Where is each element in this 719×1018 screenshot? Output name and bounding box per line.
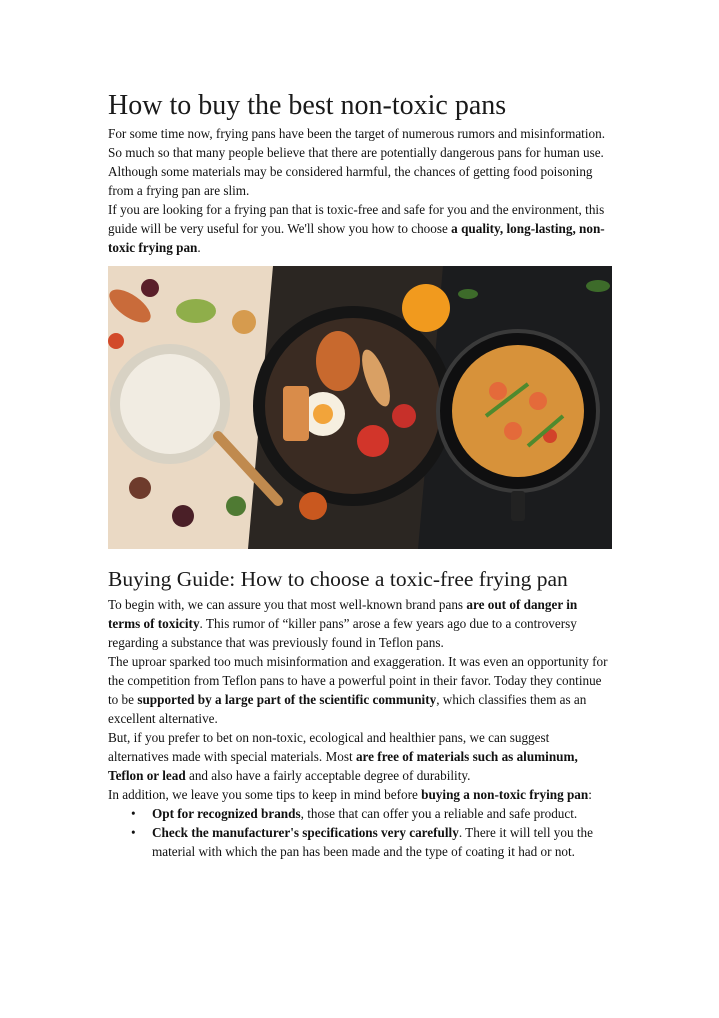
- s-p1-end: . This rumor of “killer pans” arose a few years ago due to a controversy regarding a substance that was previously found in Teflon pans.: [108, 616, 577, 650]
- intro-paragraph-2: [108, 200, 612, 257]
- orange-juice: [402, 284, 450, 332]
- onion-red: [141, 279, 159, 297]
- intro-p2-end: .: [197, 240, 201, 255]
- shrimp-3: [504, 422, 522, 440]
- onion-bottom: [129, 477, 151, 499]
- content-column: [108, 88, 612, 861]
- section-paragraph-4: [108, 785, 612, 804]
- tip-bold: Check the manufacturer's specifications very carefully: [152, 825, 459, 840]
- herb-leaf: [586, 280, 610, 292]
- tips-list: [108, 804, 612, 861]
- intro-p2-text: If you are looking for a frying pan that is toxic-free and safe for you and the environment, this guide will be very useful for you. We'll show you how to choose: [108, 202, 605, 236]
- broccoli: [226, 496, 246, 516]
- shrimp-1: [489, 382, 507, 400]
- section-paragraph-2: [108, 652, 612, 728]
- tip-text: , those that can offer you a reliable and safe product.: [300, 806, 578, 821]
- toast: [283, 386, 309, 441]
- sauce-bowl: [299, 492, 327, 520]
- bullet-icon: •: [131, 825, 136, 840]
- s-p2-bold: supported by a large part of the scientific community: [137, 692, 437, 707]
- section-paragraph-3: [108, 728, 612, 785]
- s-p2-end: , which classifies them as an excellent alternative.: [108, 692, 587, 726]
- s-p1-text: To begin with, we can assure you that most well-known brand pans: [108, 597, 467, 612]
- s-p2-text: The uproar sparked too much misinformation and exaggeration. It was even an opportunity for the competition from Teflon pans to have a powerful point in their favor. Today they continue to be: [108, 654, 608, 707]
- onion-yellow: [232, 310, 256, 334]
- onion-bottom-2: [172, 505, 194, 527]
- s-p3-text: But, if you prefer to bet on non-toxic, ecological and healthier pans, we can suggest alternatives made with special materials. Most: [108, 730, 550, 764]
- intro-paragraph-1: For some time now, frying pans have been the target of numerous rumors and misinformation. So much so that many people believe that there are potentially dangerous pans for human use. Although some materials may be considered harmful, the chances of getting food poisoning from a frying pan are slim.: [108, 126, 605, 198]
- page-title: How to buy the best non-toxic pans: [108, 90, 507, 121]
- s-p1-bold: are out of danger in terms of toxicity: [108, 597, 578, 631]
- paella-handle: [511, 491, 525, 521]
- tomato-small: [108, 333, 124, 349]
- herb-leaf-2: [458, 289, 478, 299]
- tip-text: . There it will tell you the material with which the pan has been made and the type of coating it had or not.: [152, 825, 593, 859]
- baked-beans: [316, 331, 360, 391]
- list-item: [131, 804, 612, 823]
- section-paragraph-1: [108, 595, 612, 652]
- intro-p2-bold: a quality, long-lasting, non-toxic frying pan: [108, 221, 605, 255]
- white-pan-inside: [120, 354, 220, 454]
- tip-bold: Opt for recognized brands: [152, 806, 301, 821]
- s-p3-bold: are free of materials such as aluminum, Teflon or lead: [108, 749, 578, 783]
- list-item: [131, 823, 612, 861]
- shrimp-2: [529, 392, 547, 410]
- hero-image-pans: [108, 266, 612, 549]
- paella-rice: [452, 345, 584, 477]
- s-p4-bold: buying a non-toxic frying pan: [421, 787, 589, 802]
- s-p3-end: and also have a fairly acceptable degree of durability.: [185, 768, 471, 783]
- pans-illustration: [108, 266, 612, 549]
- section-heading: Buying Guide: How to choose a toxic-free frying pan: [108, 567, 568, 591]
- cabbage-leaf: [176, 299, 216, 323]
- bullet-icon: •: [131, 806, 136, 821]
- s-p4-end: :: [588, 787, 592, 802]
- egg-yolk: [313, 404, 333, 424]
- tomato-right: [392, 404, 416, 428]
- s-p4-text: In addition, we leave you some tips to keep in mind before: [108, 787, 422, 802]
- tomato-half: [357, 425, 389, 457]
